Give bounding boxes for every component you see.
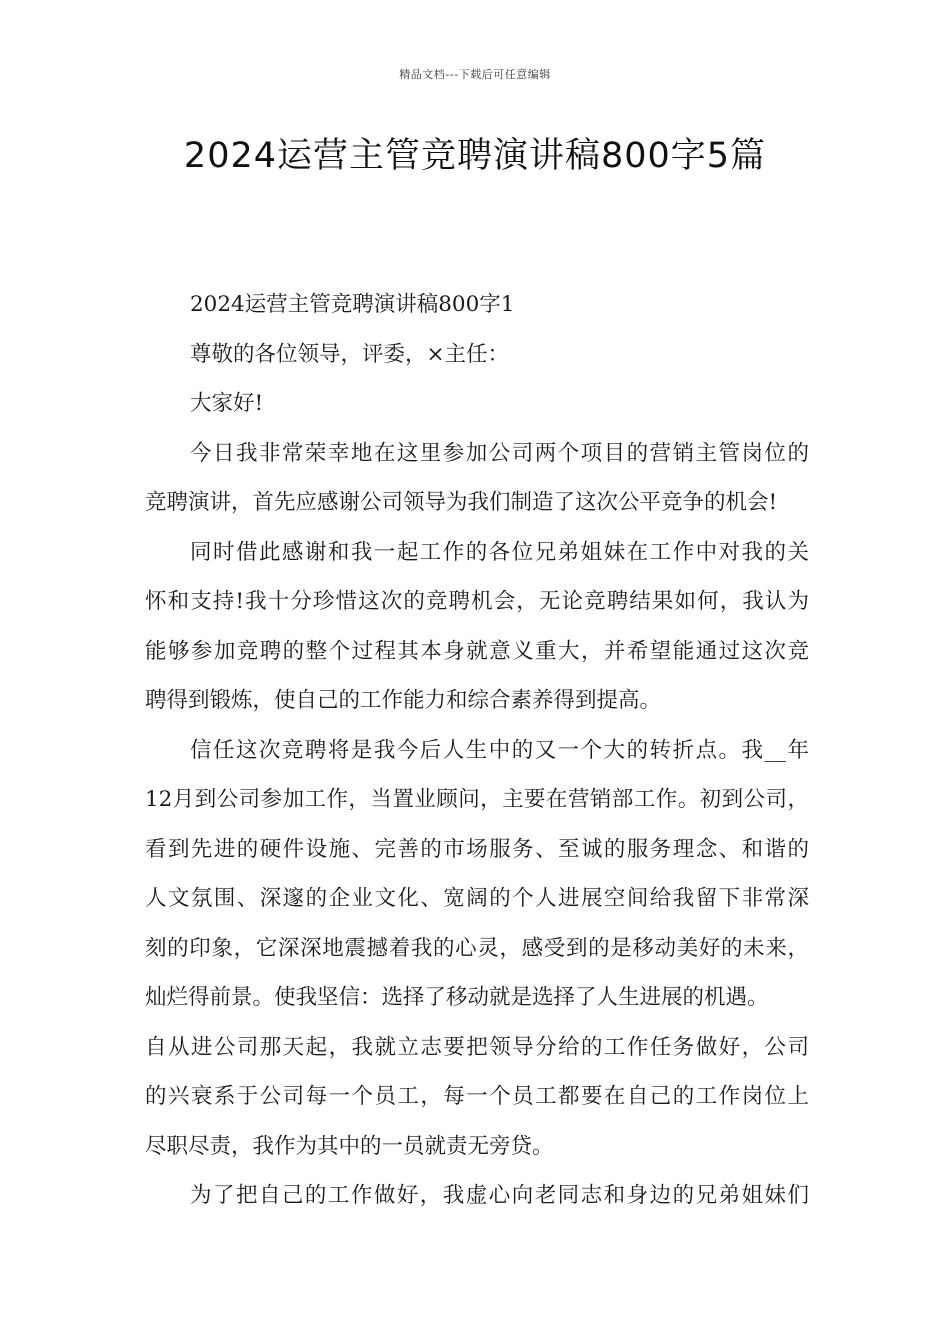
text-line: 为了把自己的工作做好，我虚心向老同志和身边的兄弟姐妹们 (190, 1183, 809, 1208)
text-line: 尊敬的各位领导，评委，×主任： (190, 341, 510, 367)
document-body (145, 280, 809, 1221)
paragraph (145, 379, 809, 429)
text-line: 聘得到锻炼，使自己的工作能力和综合素养得到提高。 (145, 688, 662, 713)
paragraph (145, 429, 809, 528)
text-line: 尽职尽责，我作为其中的一员就责无旁贷。 (145, 1133, 554, 1159)
text-line: 能够参加竞聘的整个过程其本身就意义重大，并希望能通过这次竞 (145, 638, 809, 664)
document-title: 2024运营主管竞聘演讲稿800字5篇 (183, 136, 767, 176)
paragraph (145, 280, 809, 330)
text-line: 自从进公司那天起，我就立志要把领导分给的工作任务做好，公司 (145, 1034, 809, 1060)
text-line: 大家好! (190, 391, 264, 416)
text-line: 2024运营主管竞聘演讲稿800字1 (190, 292, 515, 317)
text-line: 竞聘演讲，首先应感谢公司领导为我们制造了这次公平竞争的机会! (145, 490, 778, 515)
text-line: 怀和支持!我十分珍惜这次的竞聘机会，无论竞聘结果如何，我认为 (145, 589, 809, 614)
text-line: 12月到公司参加工作，当置业顾问，主要在营销部工作。初到公司， (145, 787, 809, 812)
text-line: 信任这次竞聘将是我今后人生中的又一个大的转折点。我__年 (190, 737, 809, 763)
text-line: 刻的印象，它深深地震撼着我的心灵，感受到的是移动美好的未来， (145, 935, 809, 961)
header-note: 精品文档---下载后可任意编辑 (399, 68, 551, 81)
text-line: 人文氛围、深邃的企业文化、宽阔的个人进展空间给我留下非常深 (145, 886, 809, 911)
paragraph (145, 528, 809, 726)
text-line: 今日我非常荣幸地在这里参加公司两个项目的营销主管岗位的 (190, 440, 809, 466)
text-line: 灿烂得前景。使我坚信：选择了移动就是选择了人生进展的机遇。 (145, 985, 769, 1010)
text-line: 同时借此感谢和我一起工作的各位兄弟姐妹在工作中对我的关 (190, 539, 809, 565)
paragraph (145, 1171, 809, 1221)
text-line: 的兴衰系于公司每一个员工，每一个员工都要在自己的工作岗位上 (145, 1084, 809, 1109)
paragraph (145, 726, 809, 1172)
text-line: 看到先进的硬件设施、完善的市场服务、至诚的服务理念、和谐的 (145, 836, 809, 862)
paragraph (145, 330, 809, 380)
